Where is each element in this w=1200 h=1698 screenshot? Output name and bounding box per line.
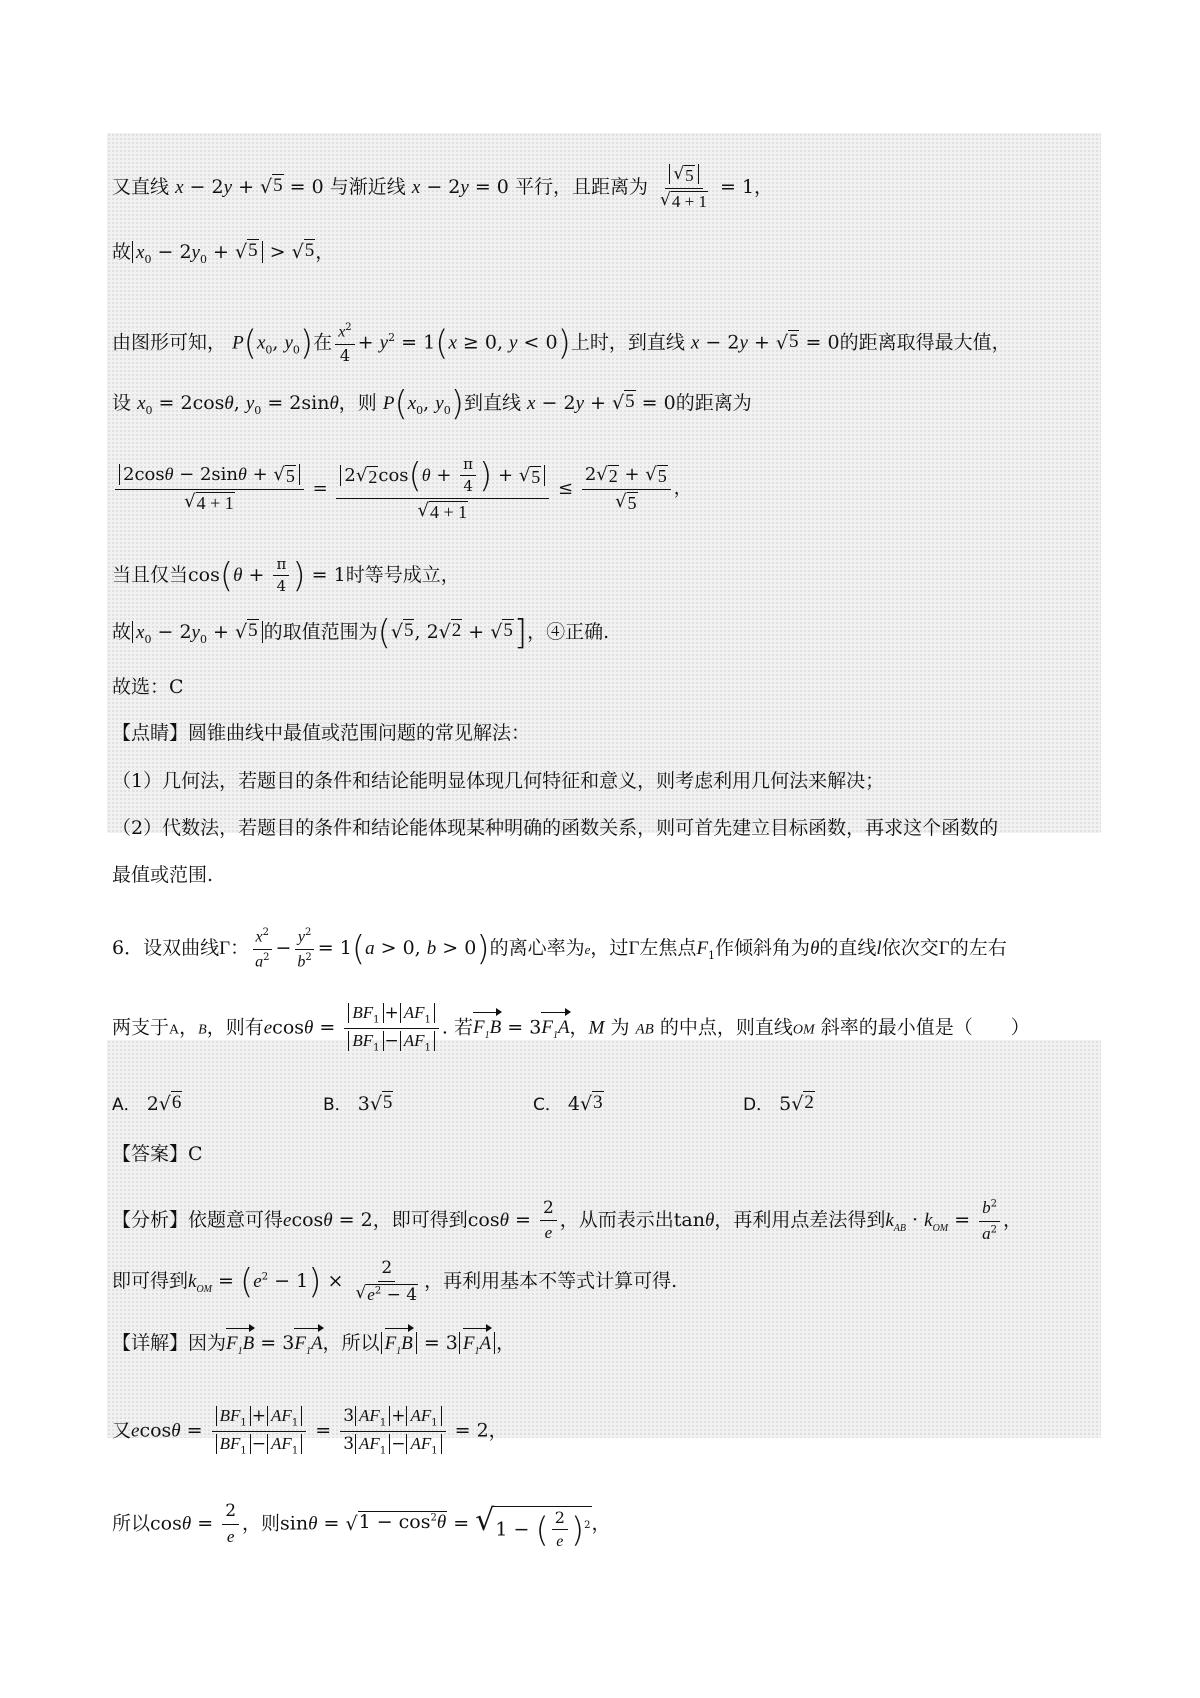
text: ， bbox=[569, 1016, 589, 1039]
option-label: D． bbox=[743, 1095, 774, 1115]
option-a[interactable] bbox=[112, 1091, 182, 1118]
text: 【点睛】圆锥曲线中最值或范围问题的常见解法： bbox=[112, 722, 531, 744]
option-value: 4 √ 3 bbox=[567, 1092, 603, 1115]
text-line-1: 又直线 x − 2y + √ 5 = 0 与渐近线 x − 2y = 0 平行，且距离为 √ 5 √ 4 + 1 = 1， bbox=[112, 164, 774, 211]
detail-line-1: 【详解】因为$F_1B = 3F_1A$，所以 $F_1B = 3$ $F_1A$ ， bbox=[112, 1330, 515, 1365]
option-value: 2 √ 6 bbox=[146, 1092, 182, 1115]
text: 设 bbox=[112, 392, 132, 414]
text: 两支于 bbox=[112, 1016, 170, 1039]
text: 的取值范围为 bbox=[263, 621, 378, 643]
text: 当且仅当 bbox=[112, 563, 189, 586]
question-6-line-2: 两支于A，B，则有ecosθ = $\frac{BF_1 + AF_1}{BF_1 - AF_1}$ . 若$F_1B = 3F_1A$，M 为 AB 的中点，则直线OM 斜率的最小值是（ ） bbox=[112, 1003, 1030, 1054]
text: ，则 bbox=[338, 392, 377, 414]
text: 与渐近线 bbox=[329, 176, 406, 199]
text: ，即可得到 bbox=[372, 1209, 468, 1232]
option-value: 3 √ 5 bbox=[357, 1092, 393, 1115]
question-number: 6．设双曲线 bbox=[112, 937, 220, 960]
text: 的中点，则直线 bbox=[659, 1016, 793, 1039]
text: 在 bbox=[313, 331, 333, 354]
text: （1）几何法，若题目的条件和结论能明显体现几何特征和意义，则考虑利用几何法来解决； bbox=[112, 770, 885, 792]
text: 平行，且距离为 bbox=[514, 176, 648, 199]
text: 斜率的最小值是（ ） bbox=[820, 1016, 1030, 1039]
text: ，所以 bbox=[322, 1332, 380, 1354]
text-line-7: 故 $x_0 - 2y_0$ + √ 5 的取值范围为( √ 5 , 2 √ 2 + √ 5 ]，④正确. bbox=[112, 613, 610, 653]
text: 到直线 bbox=[463, 392, 521, 414]
option-label: C． bbox=[533, 1095, 562, 1115]
text-line-6: 当且仅当cos(θ + $\frac{\pi}{4}$ ) = 1时等号成立， bbox=[112, 555, 460, 596]
text: 【答案】C bbox=[112, 1143, 203, 1165]
option-d[interactable] bbox=[743, 1091, 815, 1118]
text: ，过 bbox=[590, 937, 629, 960]
text: 【详解】因为 bbox=[112, 1332, 227, 1354]
text: 由图形可知， bbox=[112, 331, 227, 354]
option-label: A． bbox=[112, 1095, 141, 1115]
text: 的距离取得最大值， bbox=[839, 331, 1011, 354]
text: 即可得到 bbox=[112, 1270, 189, 1293]
text: 的左右 bbox=[949, 937, 1007, 960]
answer-line bbox=[112, 1141, 203, 1167]
text: 故 bbox=[112, 241, 132, 263]
detail-line-2: 又ecosθ = $\frac{BF_1 + AF_1}{BF_1 - AF_1}$ = $\frac{3 AF_1 + AF_1}{3 AF_1 - AF_1}$ = 2， bbox=[112, 1406, 508, 1457]
text: 上时，到直线 bbox=[570, 331, 685, 354]
text: 所以 bbox=[112, 1512, 151, 1535]
text-line-8 bbox=[112, 674, 184, 700]
text: ，再利用点差法得到 bbox=[714, 1209, 886, 1232]
text: . 若 bbox=[441, 1016, 474, 1039]
text-line-4: 设 $x_0 = 2\cos\theta$, $y_0 = 2\sin\theta$，则 $P(x_0$, $y_0$)到直线 x − 2y + √ 5 = 0的距离为 bbox=[112, 384, 752, 424]
option-label: B． bbox=[323, 1095, 352, 1115]
text: ，则 bbox=[242, 1512, 281, 1535]
text-line-2: 故 $x_0 - 2y_0$ + √ 5 > √ 5 ， bbox=[112, 240, 335, 266]
text: 又直线 bbox=[112, 176, 170, 199]
question-6-line-1: 6．设双曲线Γ： $\frac{x^2}{a^2}$ − $\frac{y^2}{b^2}$ = 1(a > 0, b > 0)的离心率为e，过Γ左焦点$F_1$作倾斜角为θ的直线l依次交Γ的左右 bbox=[112, 927, 1007, 971]
analysis-line-2: 即可得到$k_{OM} = (e^2 - 1)$ × 2 √ $e^2 - 4$ ，再利用基本不等式计算可得. bbox=[112, 1258, 678, 1305]
text-line-10 bbox=[112, 768, 884, 794]
text: ，再利用基本不等式计算可得. bbox=[424, 1270, 678, 1293]
text: 故选：C bbox=[112, 676, 184, 698]
text: 为 bbox=[610, 1016, 630, 1039]
text-line-9 bbox=[112, 720, 530, 746]
text-line-12 bbox=[112, 862, 213, 888]
formula-distance: 2cosθ − 2sinθ + √ 5 √ 4 + 1 = 2 √ 2 cos(θ + $\frac{\pi}{4}$ ) + √ 5 √ 4 + 1 ≤ 2 √ 2 + √ 5 √ 5 ， bbox=[112, 456, 692, 522]
detail-line-3: 所以cosθ = $\frac{2}{e}$ ，则sinθ = √ $1 - \cos^2\theta$ = √ 1 − ( $\frac{2}{e}$ )$^2$ ， bbox=[112, 1501, 611, 1550]
text: 的距离为 bbox=[675, 392, 752, 414]
text: ，④正确. bbox=[527, 621, 610, 643]
text: 的直线 bbox=[819, 937, 877, 960]
text-line-11 bbox=[112, 815, 998, 841]
option-value: 5 √ 2 bbox=[779, 1092, 814, 1115]
option-b[interactable] bbox=[323, 1091, 393, 1118]
text: 【分析】依题意可得 bbox=[112, 1209, 284, 1232]
text: ，从而表示出 bbox=[559, 1209, 674, 1232]
text: 时等号成立， bbox=[345, 563, 460, 586]
text: 作倾斜角为 bbox=[715, 937, 811, 960]
text: 依次交 bbox=[881, 937, 939, 960]
analysis-line-1: 【分析】依题意可得ecosθ = 2，即可得到cosθ = $\frac{2}{e}$ ，从而表示出tanθ，再利用点差法得到$k_{AB} \cdot k_{OM}$ = $\frac{b^2}{a^2}$ ， bbox=[112, 1197, 1023, 1243]
text: 故 bbox=[112, 621, 132, 643]
text: （2）代数法，若题目的条件和结论能体现某种明确的函数关系，则可首先建立目标函数，再求这个函数的 bbox=[112, 817, 999, 839]
text: 最值或范围. bbox=[112, 864, 214, 886]
text-line-3: 由图形可知， $P(x_0$, $y_0$)在 $\frac{x^2}{4}$ + $y^2 = 1(x \ge 0$, y < 0)上时，到直线 x − 2y + √ 5 = 0的距离取得最大值， bbox=[112, 322, 1011, 365]
text: ，则有 bbox=[206, 1016, 264, 1039]
text: 又 bbox=[112, 1419, 132, 1442]
option-c[interactable] bbox=[533, 1091, 604, 1118]
text: 的离心率为 bbox=[489, 937, 585, 960]
text: 左焦点 bbox=[639, 937, 697, 960]
